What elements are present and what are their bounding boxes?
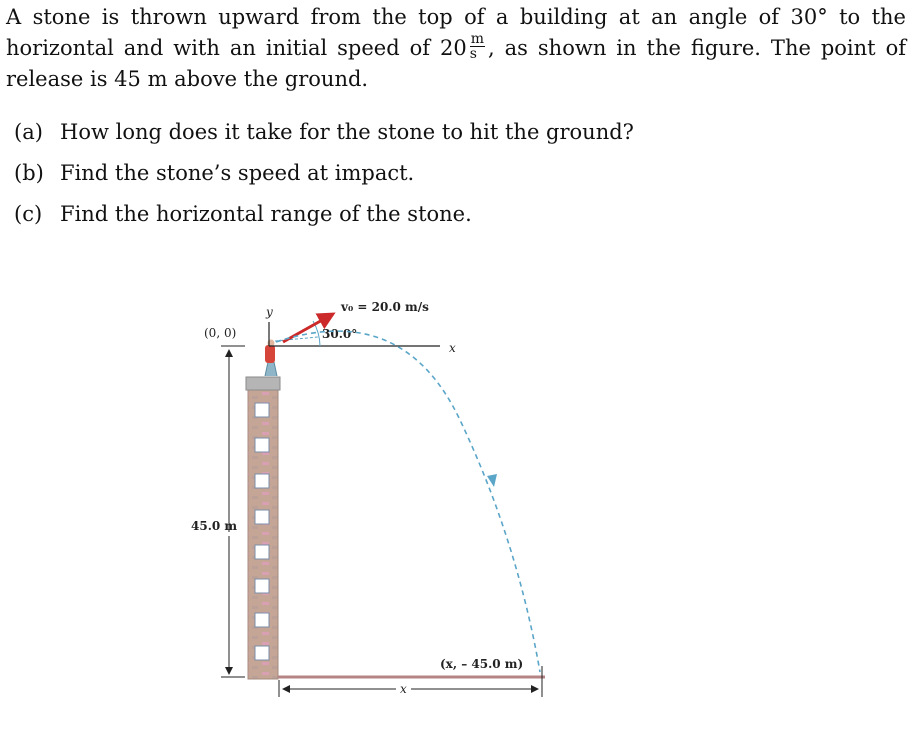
impact-label: (x, – 45.0 m) — [440, 657, 524, 671]
x-axis-label: x — [449, 341, 456, 355]
origin-label: (0, 0) — [204, 326, 237, 340]
height-dimension — [221, 346, 245, 677]
unit-numerator: m — [470, 31, 485, 47]
question-text: Find the horizontal range of the stone. — [60, 202, 472, 226]
velocity-label: v₀ = 20.0 m/s — [341, 300, 429, 314]
building-window — [255, 579, 269, 593]
problem-text-part2: , as shown in the figure. The point of release is 45 m above the ground. — [6, 36, 906, 91]
thrower-figure — [265, 340, 277, 377]
range-label: x — [400, 682, 407, 696]
trajectory-arrow — [487, 474, 497, 487]
y-axis-label: y — [266, 305, 273, 319]
building-window — [255, 545, 269, 559]
angle-label: 30.0° — [322, 327, 358, 341]
unit-denominator: s — [469, 46, 477, 62]
question-text: Find the stone’s speed at impact. — [60, 161, 415, 185]
problem-text-part1: A stone is thrown upward from the top of a building at an angle of 30° to the horizontal and with an initial speed of 20 — [6, 5, 906, 60]
question-tag: (c) — [14, 202, 43, 226]
question-tag: (a) — [14, 120, 43, 144]
building-window — [255, 438, 269, 452]
building-window — [255, 403, 269, 417]
building-wall — [248, 389, 278, 679]
question-tag: (b) — [14, 161, 44, 185]
height-label: 45.0 m — [191, 519, 238, 533]
building-roof — [246, 377, 280, 390]
building-window — [255, 646, 269, 660]
building — [246, 377, 280, 679]
building-window — [255, 613, 269, 627]
building-window — [255, 474, 269, 488]
building-window — [255, 510, 269, 524]
question-text: How long does it take for the stone to hit the ground? — [60, 120, 634, 144]
angle-leader — [275, 337, 318, 341]
trajectory-path — [276, 331, 540, 672]
